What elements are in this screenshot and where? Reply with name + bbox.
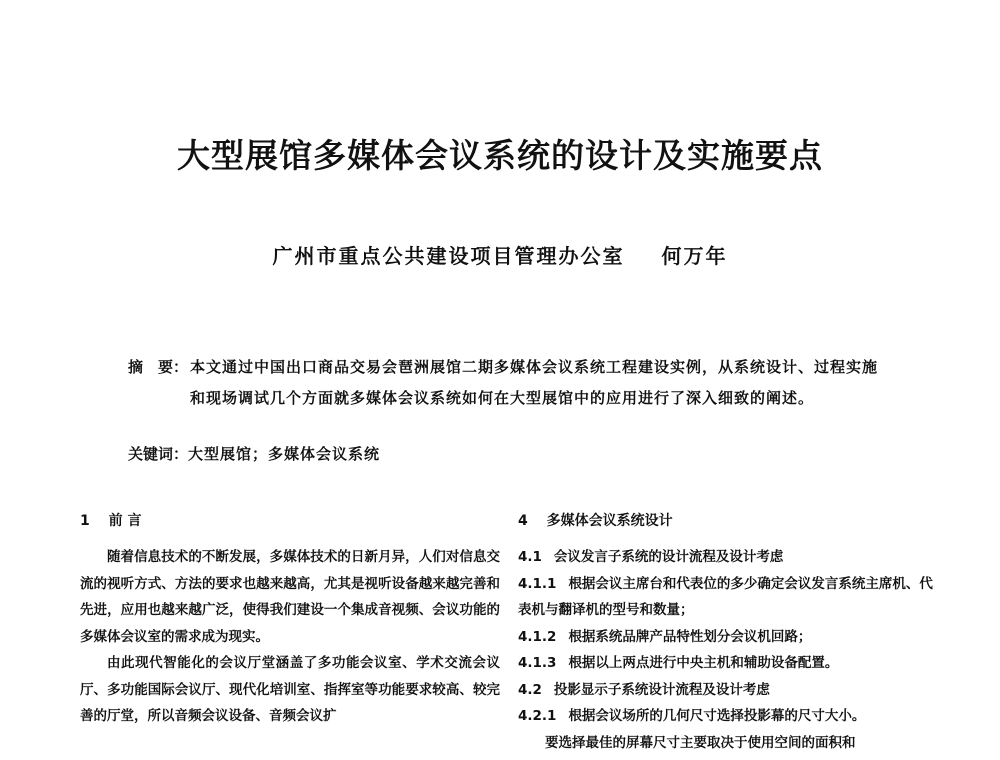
subsection-text: 根据会议主席台和代表位的多少确定会议发言系统主席机、代表机与翻译机的型号和数量； (518, 575, 933, 618)
subsection-number: 4.1.3 (518, 655, 557, 671)
section-title: 多媒体会议系统设计 (546, 513, 673, 529)
author-line (0, 240, 1000, 269)
subsection-text: 根据系统品牌产品特性划分会议机回路； (568, 628, 812, 645)
subsection-text: 会议发言子系统的设计流程及设计考虑 (553, 549, 784, 565)
paragraph: 要选择最佳的屏幕尺寸主要取决于使用空间的面积和 (545, 734, 856, 751)
left-column (80, 510, 500, 730)
subsection-number: 4.1 (518, 549, 542, 565)
paragraph: 随着信息技术的不断发展，多媒体技术的日新月异，人们对信息交流的视听方式、方法的要求也越来越高，尤其是视听设备越来越完善和先进，应用也越来越广泛，使得我们建设一个集成音视频、会议功能的多媒体会议室的需求成为现实。 (80, 549, 500, 645)
abstract-label: 摘 要： (128, 358, 189, 376)
author-name: 何万年 (661, 244, 728, 268)
author-affiliation: 广州市重点公共建设项目管理办公室 (272, 244, 625, 268)
section-heading-1 (80, 510, 500, 532)
subsection-number: 4.2.1 (518, 708, 557, 724)
paragraph: 由此现代智能化的会议厅堂涵盖了多功能会议室、学术交流会议厅、多功能国际会议厅、现代化培训室、指挥室等功能要求较高、较完善的厅堂，所以音频会议设备、音频会议扩 (80, 655, 500, 724)
subsection-text: 投影显示子系统设计流程及设计考虑 (553, 681, 770, 698)
subsection-item (518, 544, 938, 571)
subsection-number: 4.1.2 (518, 628, 557, 645)
subsection-text: 根据以上两点进行中央主机和辅助设备配置。 (568, 655, 839, 671)
keywords-block (128, 440, 888, 468)
subsection-number: 4.1.1 (518, 575, 557, 592)
paper-title: 大型展馆多媒体会议系统的设计及实施要点 (177, 136, 823, 175)
section-heading-4 (518, 510, 938, 532)
keywords-label: 关键词： (128, 445, 189, 463)
subsection-item (518, 677, 938, 704)
right-column (518, 510, 938, 756)
subsection-item (518, 650, 938, 677)
subsection-item (518, 703, 938, 730)
section-number: 1 (80, 513, 90, 529)
section-number: 4 (518, 513, 528, 529)
subsection-text: 根据会议场所的几何尺寸选择投影幕的尺寸大小。 (568, 708, 866, 724)
subsection-number: 4.2 (518, 681, 542, 698)
subsection-item (518, 571, 938, 624)
abstract-text: 本文通过中国出口商品交易会琶洲展馆二期多媒体会议系统工程建设实例，从系统设计、过程实施和现场调试几个方面就多媒体会议系统如何在大型展馆中的应用进行了深入细致的阐述。 (190, 358, 879, 407)
abstract-block (128, 352, 888, 414)
section-title: 前 言 (108, 513, 142, 529)
subsection-item (518, 624, 938, 651)
keywords-text: 大型展馆；多媒体会议系统 (188, 445, 381, 463)
